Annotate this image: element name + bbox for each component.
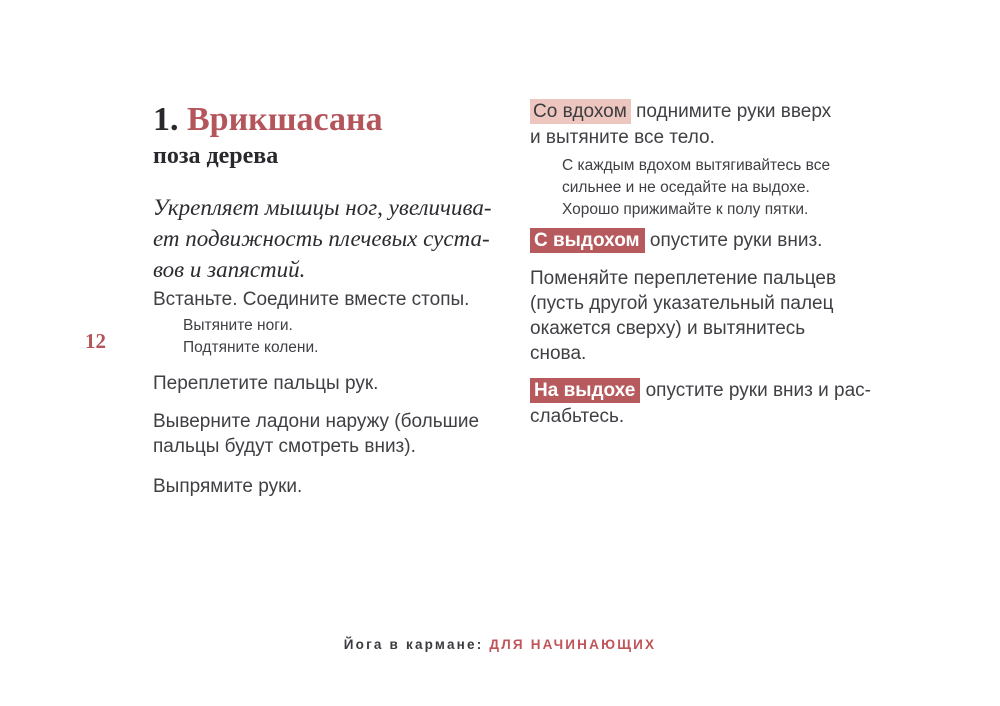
step-line: Поменяйте переплетение пальцев (530, 268, 837, 289)
step-straighten-arms: Выпрямите руки. (153, 476, 303, 497)
footer-audience: ДЛЯ НАЧИНАЮЩИХ (489, 637, 657, 652)
step-text: опустите руки вниз. (649, 230, 823, 251)
step-line: пальцы будут смотреть вниз). (153, 436, 416, 457)
substep-line: Подтяните колени. (183, 339, 319, 356)
substep-line: Вытяните ноги. (183, 317, 293, 334)
benefits-line: вов и запястий. (153, 257, 306, 282)
pose-title-number: 1. (153, 101, 179, 138)
step-line: снова. (530, 343, 587, 364)
step-exhale-relax (530, 378, 916, 430)
step-stand: Встаньте. Соедините вместе стопы. (153, 289, 470, 310)
step-exhale-lower (530, 228, 916, 254)
substep-line: С каждым вдохом вытягивайтесь все (562, 157, 831, 174)
page-number: 12 (85, 329, 106, 353)
step-line: Выверните ладони наружу (большие (153, 411, 480, 432)
pose-subtitle: поза дерева (153, 143, 279, 169)
footer-series: Йога в кармане: (343, 637, 484, 652)
step-stand-substeps (153, 315, 525, 359)
step-text: опустите руки вниз и рас- (645, 380, 872, 401)
step-line: окажется сверху) и вытянитесь (530, 318, 806, 339)
step-text: поднимите руки вверх (636, 101, 832, 122)
benefits-line: ет подвижность плечевых суста- (153, 226, 490, 251)
step-turn-palms (153, 409, 525, 459)
benefits-paragraph (153, 192, 525, 285)
benefits-line: Укрепляет мышцы ног, увеличива- (153, 195, 492, 220)
inhale-highlight: Со вдохом (530, 99, 631, 124)
step-line: слабьтесь. (530, 406, 625, 427)
exhale2-highlight: На выдохе (530, 378, 640, 403)
book-footer (0, 637, 1000, 652)
step-line (530, 378, 916, 404)
step-line: (пусть другой указательный палец (530, 293, 834, 314)
substep-line: сильнее и не оседайте на выдохе. (562, 179, 810, 196)
step-interlace-fingers: Переплетите пальцы рук. (153, 373, 379, 394)
pose-title (153, 100, 525, 140)
left-column (153, 100, 525, 499)
step-line (530, 228, 916, 254)
right-column (530, 99, 916, 430)
step-line: и вытяните все тело. (530, 127, 715, 148)
step-inhale-raise (530, 99, 916, 151)
step-inhale-substeps (530, 155, 916, 221)
pose-title-name: Врикшасана (187, 101, 383, 138)
substep-line: Хорошо прижимайте к полу пятки. (562, 201, 809, 218)
step-change-interlace (530, 266, 916, 366)
step-line (530, 99, 916, 125)
exhale-highlight: С выдохом (530, 228, 645, 253)
